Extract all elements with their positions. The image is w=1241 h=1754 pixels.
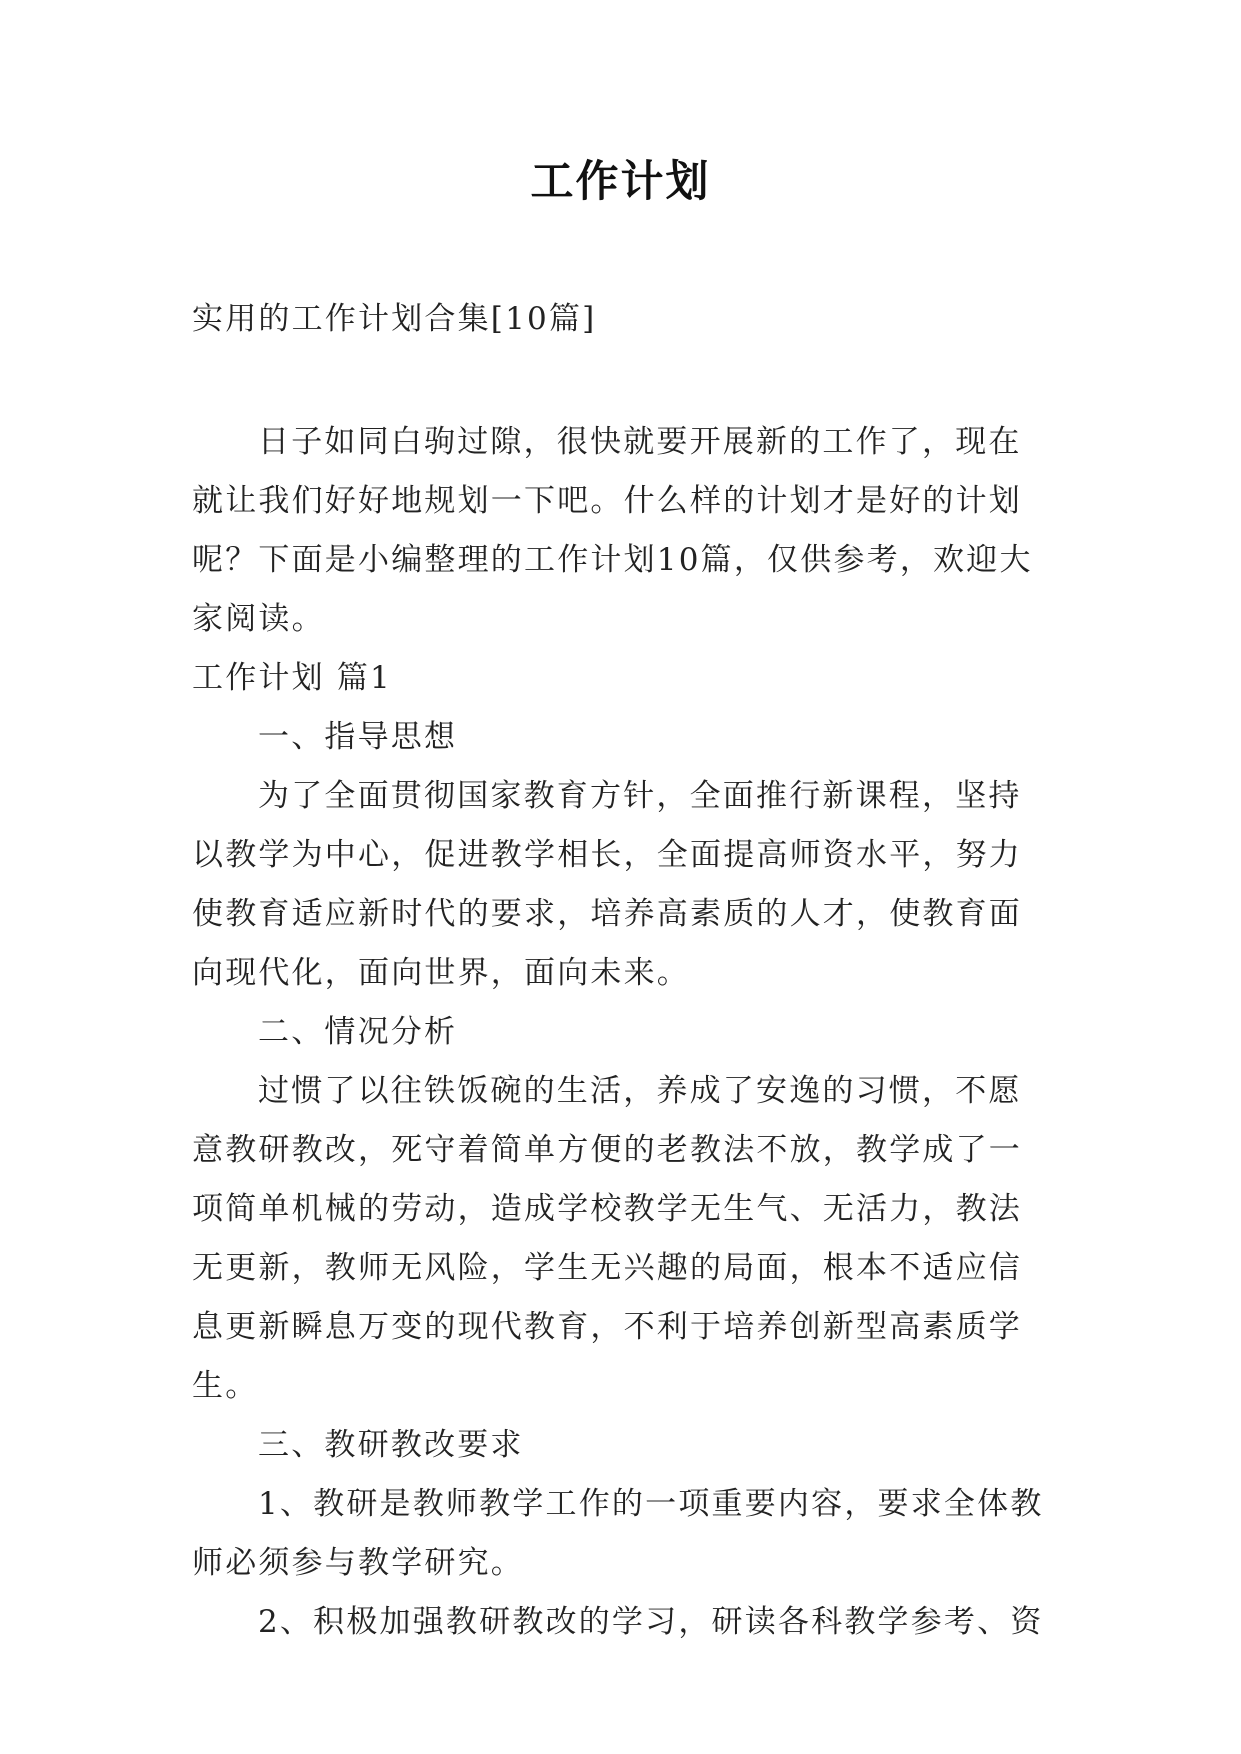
section-heading-research-requirements: 三、教研教改要求 xyxy=(258,1427,524,1463)
document-title: 工作计划 xyxy=(530,157,711,207)
list-item-requirement-2: 2、积极加强教研教改的学习，研读各科教学参考、资 xyxy=(258,1604,1044,1640)
plan-heading: 工作计划 篇1 xyxy=(192,660,392,696)
document-body xyxy=(192,290,1050,1652)
section-heading-guiding-thought: 一、指导思想 xyxy=(258,719,458,755)
intro-paragraph: 日子如同白驹过隙，很快就要开展新的工作了，现在就让我们好好地规划一下吧。什么样的计划才是好的计划呢？下面是小编整理的工作计划10篇，仅供参考，欢迎大家阅读。 xyxy=(192,424,1033,637)
paragraph-situation-analysis: 过惯了以往铁饭碗的生活，养成了安逸的习惯，不愿意教研教改，死守着简单方便的老教法不放，教学成了一项简单机械的劳动，造成学校教学无生气、无活力，教法无更新，教师无风险，学生无兴趣的局面，根本不适应信息更新瞬息万变的现代教育，不利于培养创新型高素质学生。 xyxy=(192,1073,1022,1404)
section-heading-situation-analysis: 二、情况分析 xyxy=(258,1014,458,1050)
list-item-requirement-1: 1、教研是教师教学工作的一项重要内容，要求全体教师必须参与教学研究。 xyxy=(192,1486,1044,1581)
paragraph-guiding-thought: 为了全面贯彻国家教育方针，全面推行新课程，坚持以教学为中心，促进教学相长，全面提高师资水平，努力使教育适应新时代的要求，培养高素质的人才，使教育面向现代化，面向世界，面向未来。 xyxy=(192,778,1022,991)
document-subtitle: 实用的工作计划合集[10篇] xyxy=(192,301,597,337)
